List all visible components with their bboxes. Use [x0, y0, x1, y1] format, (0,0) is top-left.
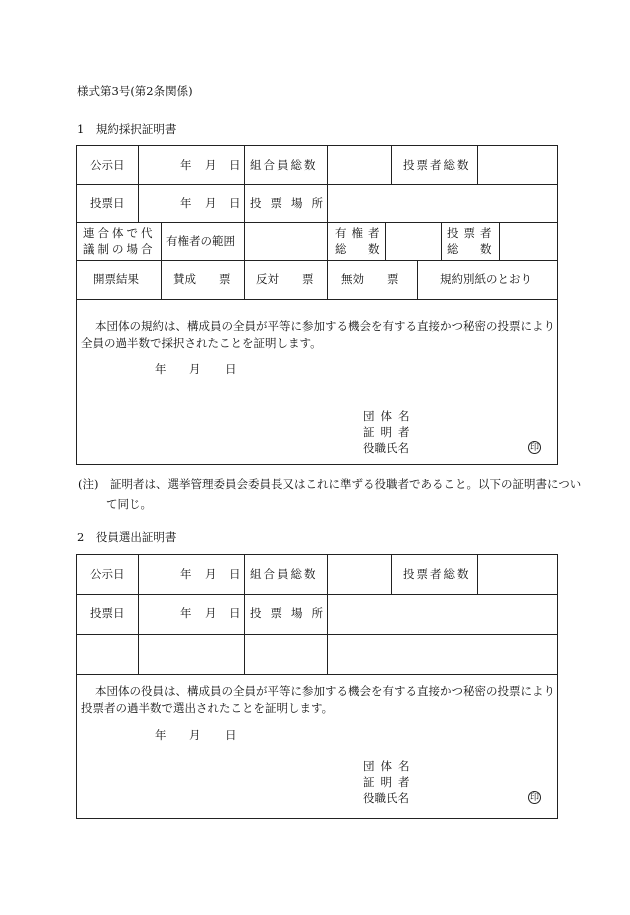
section1-table — [76, 145, 558, 465]
statement-date-day: 日 — [225, 728, 237, 742]
touhyousha-total-label: 投票者総数 — [403, 158, 471, 172]
kumiai-label: 組合員総数 — [250, 567, 318, 581]
dantai-label: 団体名 — [363, 409, 416, 423]
yuken-total-label-1: 有権者 — [335, 226, 385, 240]
kaihyou-label: 開票結果 — [93, 272, 139, 286]
seal-icon: 印 — [529, 443, 539, 453]
statement-date-day: 日 — [225, 362, 237, 376]
shoumei-label: 証明者 — [363, 425, 416, 439]
rengou-label-2: 議制の場合 — [83, 242, 156, 256]
statement-date-year: 年 — [155, 362, 167, 376]
note-text: (注) 証明者は、選挙管理委員会委員長又はこれに準ずる役職者であること。以下の証明書について同じ。 — [78, 477, 582, 511]
rengou-label-1: 連合体で代 — [83, 226, 156, 240]
kouji-date-year: 年 — [180, 567, 192, 581]
statement-date-year: 年 — [155, 728, 167, 742]
touhyou-date-day: 日 — [229, 196, 241, 210]
statement-date-month: 月 — [189, 728, 201, 742]
section2-table — [76, 554, 558, 819]
touhyou-label: 投票日 — [90, 196, 125, 210]
kumiai-label: 組合員総数 — [250, 158, 318, 172]
touhyou-date-year: 年 — [180, 196, 192, 210]
sansei-votes: 賛成 票 — [173, 272, 231, 286]
betsushi-text: 規約別紙のとおり — [440, 272, 532, 286]
statement-text: 本団体の規約は、構成員の全員が平等に参加する機会を有する直接かつ秘密の投票により全員の過半数で採択されたことを証明します。 — [81, 319, 555, 350]
form-id: 様式第3号(第2条関係) — [77, 84, 193, 98]
basho-label: 投票場所 — [250, 196, 332, 210]
mukou-votes: 無効 票 — [341, 272, 399, 286]
section2-title: 2 役員選出証明書 — [77, 530, 177, 544]
statement-date-month: 月 — [189, 362, 201, 376]
statement-text: 本団体の役員は、構成員の全員が平等に参加する機会を有する直接かつ秘密の投票により投票者の過半数で選出されたことを証明します。 — [81, 684, 555, 715]
touhyou-date-month: 月 — [205, 606, 217, 620]
touhyou-date-month: 月 — [205, 196, 217, 210]
yuken-range-label: 有権者の範囲 — [166, 234, 235, 248]
dantai-label: 団体名 — [363, 759, 416, 773]
touhyousha-sub-label-2: 総 数 — [447, 242, 497, 256]
touhyou-date-year: 年 — [180, 606, 192, 620]
kouji-date-day: 日 — [229, 158, 241, 172]
kouji-label: 公示日 — [90, 567, 125, 581]
kouji-date-month: 月 — [205, 158, 217, 172]
touhyousha-total-label: 投票者総数 — [403, 567, 471, 581]
touhyou-date-day: 日 — [229, 606, 241, 620]
yakushoku-label: 役職氏名 — [363, 791, 409, 805]
touhyou-label: 投票日 — [90, 606, 125, 620]
shoumei-label: 証明者 — [363, 775, 416, 789]
touhyousha-sub-label-1: 投票者 — [447, 226, 497, 240]
yakushoku-label: 役職氏名 — [363, 441, 409, 455]
basho-label: 投票場所 — [250, 606, 332, 620]
section1-title: 1 規約採択証明書 — [77, 122, 177, 136]
hantai-votes: 反対 票 — [256, 272, 314, 286]
kouji-label: 公示日 — [90, 158, 125, 172]
kouji-date-year: 年 — [180, 158, 192, 172]
yuken-total-label-2: 総 数 — [335, 242, 385, 256]
kouji-date-day: 日 — [229, 567, 241, 581]
seal-icon: 印 — [529, 793, 539, 803]
kouji-date-month: 月 — [205, 567, 217, 581]
